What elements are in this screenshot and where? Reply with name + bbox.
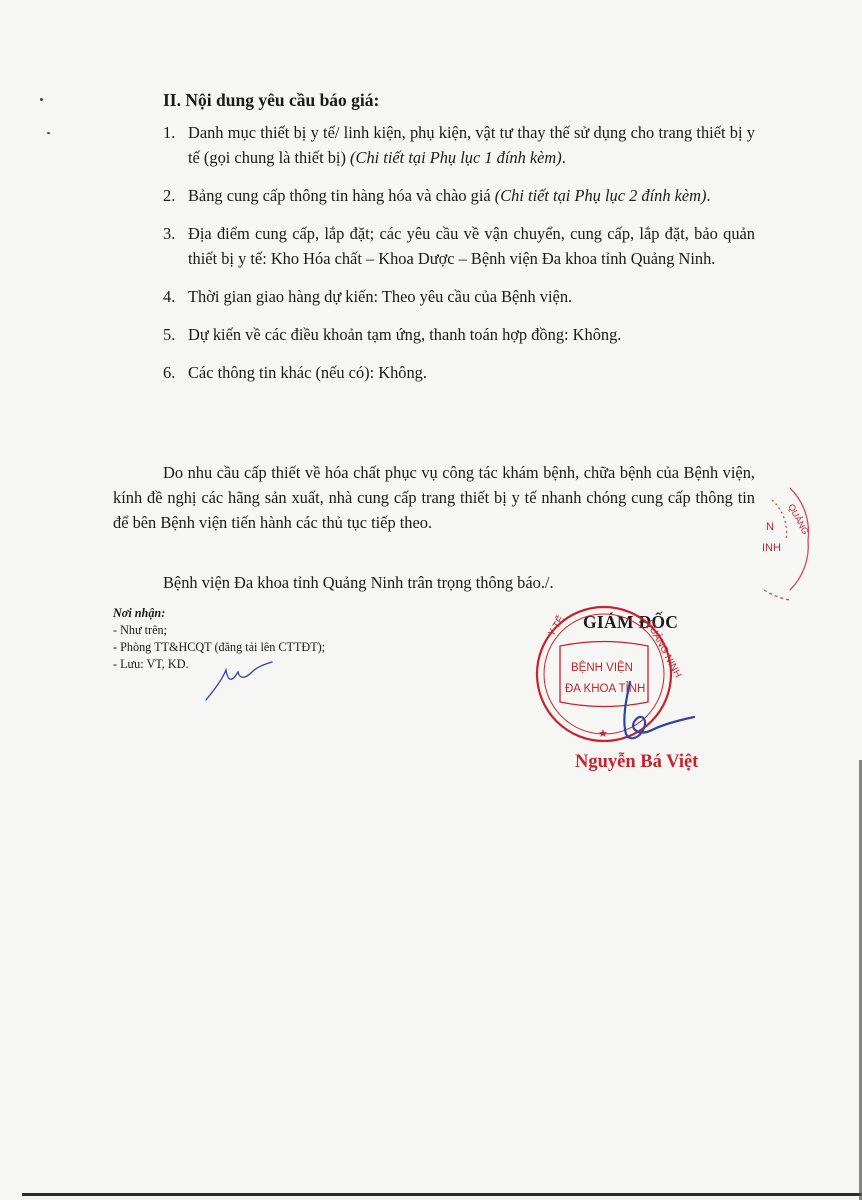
item-number: 3. [163, 224, 176, 243]
item-text: Địa điểm cung cấp, lắp đặt; các yêu cầu về vận chuyển, cung cấp, lắp đặt, bảo quản thiết bị y tế: Kho Hóa chất – Khoa Dược – Bệnh viện Đa khoa tỉnh Quảng Ninh. [188, 224, 755, 268]
item-number: 2. [163, 186, 176, 205]
recipient-line: - Lưu: VT, KD. [113, 657, 189, 671]
item-text: Các thông tin khác (nếu có): Không. [188, 363, 427, 382]
hospital-seal [537, 607, 685, 741]
item-number: 5. [163, 325, 176, 344]
request-paragraph: Do nhu cầu cấp thiết về hóa chất phục vụ công tác khám bệnh, chữa bệnh của Bệnh viện, kính đề nghị các hãng sản xuất, nhà cung cấp trang thiết bị y tế nhanh chóng cung cấp thông tin để bên Bệnh viện tiến hành các thủ tục tiếp theo. [113, 463, 755, 532]
section-title: II. Nội dung yêu cầu báo giá: [163, 90, 380, 110]
seal-text: BỆNH VIỆN [571, 662, 633, 674]
item-number: 4. [163, 287, 176, 306]
item-tail: . [706, 186, 711, 205]
closing-paragraph: Bệnh viện Đa khoa tỉnh Quảng Ninh trân trọng thông báo./. [163, 573, 554, 592]
recipients-label: Nơi nhận: [113, 606, 166, 620]
edge-seal-text: INH [762, 542, 781, 554]
seal-text: ĐA KHOA TỈNH [565, 683, 646, 695]
seal-ring-text: Y TẾ [546, 614, 568, 639]
signer-name: Nguyễn Bá Việt [575, 752, 699, 772]
item-body: Danh mục thiết bị y tế/ linh kiện, phụ kiện, vật tư thay thế sử dụng cho trang thiết bị y tế (gọi chung là thiết bị) [188, 123, 755, 167]
seal-star: ★ [598, 727, 608, 740]
item-text: Dự kiến về các điều khoản tạm ứng, thanh toán hợp đồng: Không. [188, 325, 622, 344]
item-note: (Chi tiết tại Phụ lục 1 đính kèm) [350, 148, 562, 167]
item-note: (Chi tiết tại Phụ lục 2 đính kèm) [494, 186, 707, 205]
recipient-line: - Như trên; [113, 623, 167, 637]
item-number: 1. [163, 123, 176, 142]
edge-seal-ring: QUẢNG [786, 502, 811, 537]
seal-ring-text: QUẢNG NINH [643, 618, 684, 680]
director-title: GIÁM ĐỐC [583, 612, 679, 632]
item-tail: . [561, 148, 566, 167]
item-number: 6. [163, 363, 176, 382]
recipient-line: - Phòng TT&HCQT (đăng tải lên CTTĐT); [113, 640, 326, 654]
item-body: Bảng cung cấp thông tin hàng hóa và chào giá [188, 186, 495, 205]
item-text: Thời gian giao hàng dự kiến: Theo yêu cầu của Bệnh viện. [188, 287, 573, 306]
initials-mark [206, 662, 272, 700]
edge-seal-text: N [766, 521, 774, 533]
